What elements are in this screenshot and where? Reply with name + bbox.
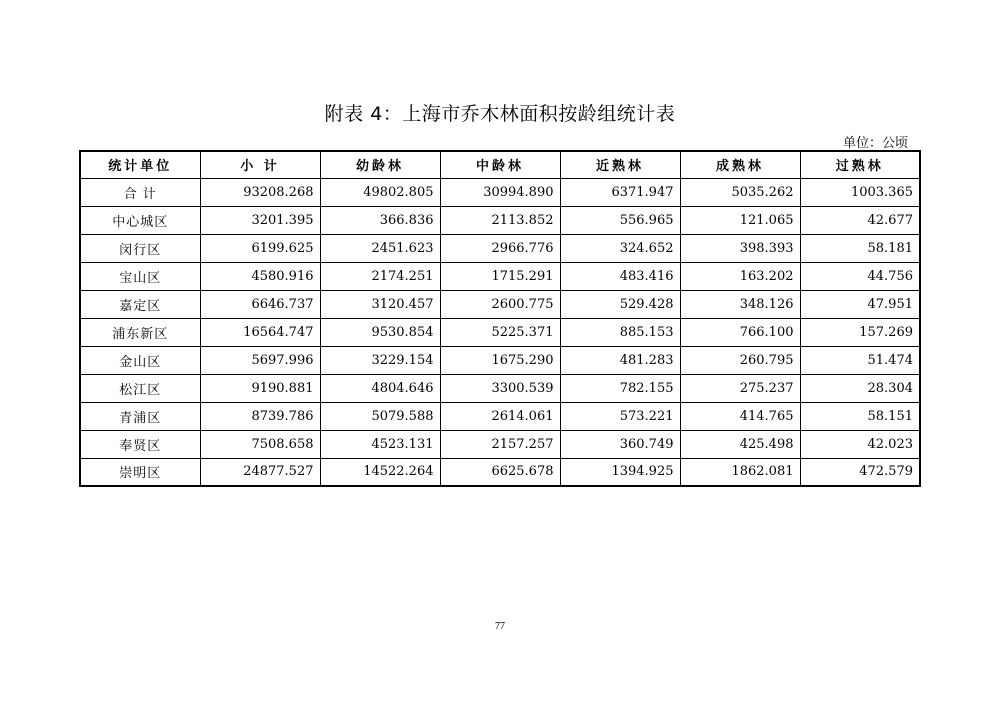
value-cell: 4523.131	[320, 430, 440, 458]
region-cell: 闵行区	[80, 234, 200, 262]
value-cell: 4580.916	[200, 262, 320, 290]
page-title: 附表 4：上海市乔木林面积按龄组统计表	[324, 103, 676, 125]
column-header-over-mature: 过熟林	[800, 151, 920, 178]
value-cell: 275.237	[680, 374, 800, 402]
region-cell: 中心城区	[80, 206, 200, 234]
value-cell: 3229.154	[320, 346, 440, 374]
value-cell: 5079.588	[320, 402, 440, 430]
value-cell: 481.283	[560, 346, 680, 374]
value-cell: 163.202	[680, 262, 800, 290]
column-header-middle-aged: 中龄林	[440, 151, 560, 178]
value-cell: 1715.291	[440, 262, 560, 290]
column-header-mature: 成熟林	[680, 151, 800, 178]
table-row	[80, 290, 920, 318]
value-cell: 58.181	[800, 234, 920, 262]
value-cell: 8739.786	[200, 402, 320, 430]
table-row	[80, 430, 920, 458]
value-cell: 425.498	[680, 430, 800, 458]
value-cell: 5225.371	[440, 318, 560, 346]
value-cell: 2451.623	[320, 234, 440, 262]
value-cell: 42.677	[800, 206, 920, 234]
value-cell: 16564.747	[200, 318, 320, 346]
value-cell: 1675.290	[440, 346, 560, 374]
value-cell: 51.474	[800, 346, 920, 374]
value-cell: 49802.805	[320, 178, 440, 206]
value-cell: 1003.365	[800, 178, 920, 206]
value-cell: 1862.081	[680, 458, 800, 486]
age-group-area-table	[79, 150, 921, 487]
value-cell: 398.393	[680, 234, 800, 262]
value-cell: 414.765	[680, 402, 800, 430]
value-cell: 42.023	[800, 430, 920, 458]
value-cell: 7508.658	[200, 430, 320, 458]
table-header-row	[80, 151, 920, 178]
value-cell: 556.965	[560, 206, 680, 234]
page-number: 77	[495, 621, 505, 632]
value-cell: 3120.457	[320, 290, 440, 318]
region-cell: 宝山区	[80, 262, 200, 290]
value-cell: 483.416	[560, 262, 680, 290]
value-cell: 24877.527	[200, 458, 320, 486]
value-cell: 4804.646	[320, 374, 440, 402]
value-cell: 6199.625	[200, 234, 320, 262]
value-cell: 121.065	[680, 206, 800, 234]
value-cell: 2157.257	[440, 430, 560, 458]
value-cell: 28.304	[800, 374, 920, 402]
column-header-near-mature: 近熟林	[560, 151, 680, 178]
value-cell: 9530.854	[320, 318, 440, 346]
region-cell: 崇明区	[80, 458, 200, 486]
table-row	[80, 206, 920, 234]
value-cell: 324.652	[560, 234, 680, 262]
region-cell: 嘉定区	[80, 290, 200, 318]
region-cell: 浦东新区	[80, 318, 200, 346]
region-cell: 金山区	[80, 346, 200, 374]
value-cell: 885.153	[560, 318, 680, 346]
value-cell: 5035.262	[680, 178, 800, 206]
value-cell: 14522.264	[320, 458, 440, 486]
column-header-subtotal: 小 计	[200, 151, 320, 178]
region-cell: 松江区	[80, 374, 200, 402]
column-header-unit: 统计单位	[80, 151, 200, 178]
value-cell: 157.269	[800, 318, 920, 346]
value-cell: 30994.890	[440, 178, 560, 206]
column-header-young: 幼龄林	[320, 151, 440, 178]
value-cell: 366.836	[320, 206, 440, 234]
value-cell: 9190.881	[200, 374, 320, 402]
table-total-row	[80, 178, 920, 206]
table-row	[80, 262, 920, 290]
table-row	[80, 402, 920, 430]
value-cell: 6646.737	[200, 290, 320, 318]
region-cell: 青浦区	[80, 402, 200, 430]
table-row	[80, 234, 920, 262]
value-cell: 44.756	[800, 262, 920, 290]
value-cell: 58.151	[800, 402, 920, 430]
value-cell: 782.155	[560, 374, 680, 402]
value-cell: 2966.776	[440, 234, 560, 262]
unit-label: 单位：公顷	[842, 136, 908, 151]
value-cell: 2614.061	[440, 402, 560, 430]
value-cell: 260.795	[680, 346, 800, 374]
table-row	[80, 318, 920, 346]
region-cell: 合 计	[80, 178, 200, 206]
value-cell: 1394.925	[560, 458, 680, 486]
value-cell: 529.428	[560, 290, 680, 318]
value-cell: 3300.539	[440, 374, 560, 402]
table-row	[80, 346, 920, 374]
value-cell: 47.951	[800, 290, 920, 318]
table-row	[80, 458, 920, 486]
value-cell: 6625.678	[440, 458, 560, 486]
value-cell: 5697.996	[200, 346, 320, 374]
value-cell: 573.221	[560, 402, 680, 430]
value-cell: 2174.251	[320, 262, 440, 290]
value-cell: 766.100	[680, 318, 800, 346]
value-cell: 2113.852	[440, 206, 560, 234]
value-cell: 472.579	[800, 458, 920, 486]
table-row	[80, 374, 920, 402]
value-cell: 2600.775	[440, 290, 560, 318]
value-cell: 93208.268	[200, 178, 320, 206]
value-cell: 360.749	[560, 430, 680, 458]
region-cell: 奉贤区	[80, 430, 200, 458]
value-cell: 3201.395	[200, 206, 320, 234]
value-cell: 348.126	[680, 290, 800, 318]
value-cell: 6371.947	[560, 178, 680, 206]
